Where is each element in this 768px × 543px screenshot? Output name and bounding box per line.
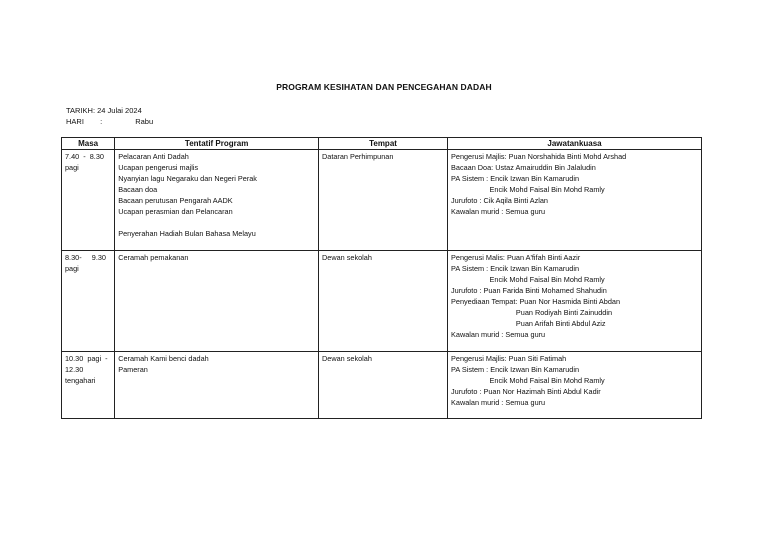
masa-line: pagi: [65, 264, 79, 273]
header-tentatif-program: Tentatif Program: [115, 138, 319, 150]
hari-label: HARI: [66, 117, 84, 126]
cell-program: [115, 251, 319, 352]
hari-line: [66, 117, 153, 126]
tarikh-value: 24 Julai 2024: [97, 106, 142, 115]
header-masa: Masa: [62, 138, 115, 150]
jawatankuasa-line: Pengerusi Malis: Puan A'fifah Binti Aazir: [451, 253, 581, 262]
jawatankuasa-line: Encik Mohd Faisal Bin Mohd Ramly: [451, 185, 605, 194]
cell-masa: [62, 150, 115, 251]
jawatankuasa-line: Jurufoto : Puan Nor Hazimah Binti Abdul Kadir: [451, 387, 601, 396]
jawatankuasa-line: Jurufoto : Cik Aqila Binti Azlan: [451, 196, 548, 205]
program-line: Nyanyian lagu Negaraku dan Negeri Perak: [118, 174, 257, 183]
tarikh-label: TARIKH:: [66, 106, 96, 115]
program-line: Bacaan doa: [118, 185, 158, 194]
jawatankuasa-line: Encik Mohd Faisal Bin Mohd Ramly: [451, 376, 605, 385]
jawatankuasa-line: Pengerusi Majlis: Puan Siti Fatimah: [451, 354, 567, 363]
header-tempat: Tempat: [319, 138, 448, 150]
program-line: Ceramah Kami benci dadah: [118, 354, 209, 363]
program-line: Ceramah pemakanan: [118, 253, 189, 262]
cell-tempat: [319, 150, 448, 251]
cell-tempat: [319, 352, 448, 419]
table-row: [62, 251, 702, 352]
jawatankuasa-line: PA Sistem : Encik Izwan Bin Kamarudin: [451, 174, 580, 183]
header-jawatankuasa: Jawatankuasa: [448, 138, 702, 150]
cell-masa: [62, 352, 115, 419]
program-line: Ucapan pengerusi majlis: [118, 163, 199, 172]
masa-line: 10.30 pagi -: [65, 354, 108, 363]
masa-line: pagi: [65, 163, 79, 172]
jawatankuasa-line: Pengerusi Majlis: Puan Norshahida Binti Mohd Arshad: [451, 152, 627, 161]
masa-line: 7.40 - 8.30: [65, 152, 104, 161]
program-line: Pelacaran Anti Dadah: [118, 152, 189, 161]
program-line: Bacaan perutusan Pengarah AADK: [118, 196, 233, 205]
hari-separator: :: [100, 117, 103, 126]
jawatankuasa-line: PA Sistem : Encik Izwan Bin Kamarudin: [451, 264, 580, 273]
program-line: Ucapan perasmian dan Pelancaran: [118, 207, 233, 216]
jawatankuasa-line: Jurufoto : Puan Farida Binti Mohamed Shahudin: [451, 286, 607, 295]
table-row: [62, 150, 702, 251]
jawatankuasa-line: Kawalan murid : Semua guru: [451, 207, 546, 216]
jawatankuasa-line: Kawalan murid : Semua guru: [451, 398, 546, 407]
tempat-text: Dewan sekolah: [322, 354, 372, 363]
tarikh-line: [66, 106, 142, 115]
jawatankuasa-line: Bacaan Doa: Ustaz Amairuddin Bin Jalaludin: [451, 163, 596, 172]
cell-masa: [62, 251, 115, 352]
document-title: PROGRAM KESIHATAN DAN PENCEGAHAN DADAH: [276, 82, 492, 92]
cell-program: [115, 352, 319, 419]
jawatankuasa-line: PA Sistem : Encik Izwan Bin Kamarudin: [451, 365, 580, 374]
cell-tempat: [319, 251, 448, 352]
tempat-text: Dataran Perhimpunan: [322, 152, 394, 161]
masa-line: 8.30- 9.30: [65, 253, 106, 262]
hari-value: Rabu: [135, 117, 154, 126]
program-line: Pameran: [118, 365, 148, 374]
table-row: [62, 352, 702, 419]
cell-jawatankuasa: [448, 251, 702, 352]
masa-line: tengahari: [65, 376, 96, 385]
cell-jawatankuasa: [448, 150, 702, 251]
jawatankuasa-line: Penyediaan Tempat: Puan Nor Hasmida Binti Abdan: [451, 297, 621, 306]
table-header-row: [62, 138, 702, 150]
program-line: [118, 217, 315, 228]
cell-jawatankuasa: [448, 352, 702, 419]
schedule-table: [61, 137, 702, 419]
jawatankuasa-line: Puan Rodiyah Binti Zainuddin: [451, 308, 613, 317]
jawatankuasa-line: Kawalan murid : Semua guru: [451, 330, 546, 339]
masa-line: 12.30: [65, 365, 84, 374]
program-line: Penyerahan Hadiah Bulan Bahasa Melayu: [118, 229, 256, 238]
tempat-text: Dewan sekolah: [322, 253, 372, 262]
cell-program: [115, 150, 319, 251]
jawatankuasa-line: Puan Arifah Binti Abdul Aziz: [451, 319, 606, 328]
jawatankuasa-line: Encik Mohd Faisal Bin Mohd Ramly: [451, 275, 605, 284]
